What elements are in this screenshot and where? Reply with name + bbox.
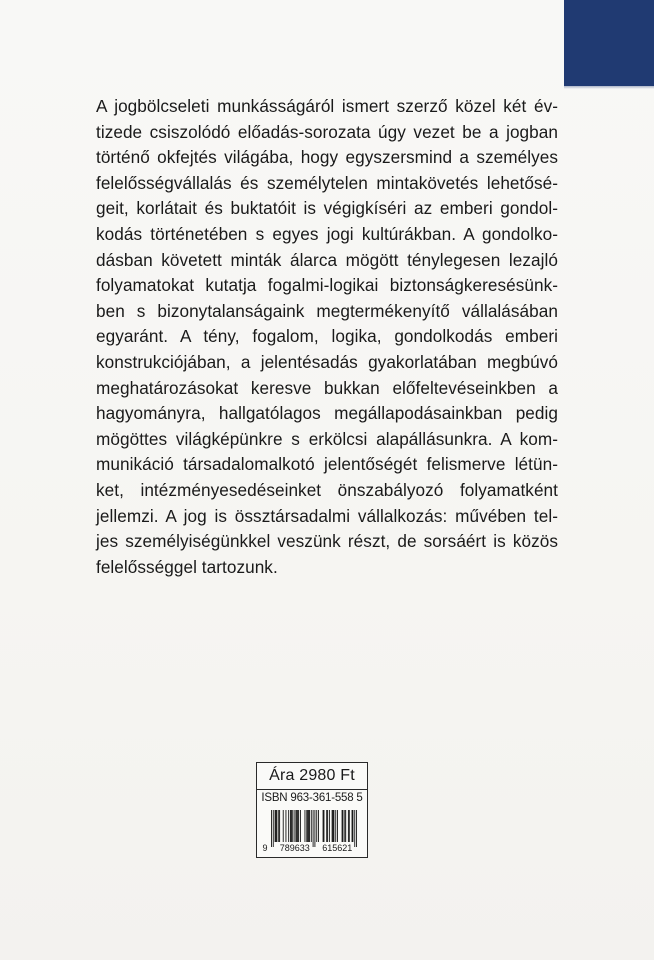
barcode-bar bbox=[343, 810, 344, 842]
barcode-bar bbox=[318, 810, 319, 842]
barcode-bar bbox=[292, 810, 293, 842]
barcode-bar bbox=[313, 810, 314, 847]
barcode-icon bbox=[262, 810, 362, 853]
barcode-bar bbox=[335, 810, 336, 842]
barcode-bar bbox=[290, 810, 291, 842]
barcode-bar bbox=[306, 810, 307, 842]
blue-spine-strip bbox=[564, 0, 654, 86]
barcode-bar bbox=[332, 810, 333, 842]
barcode-bar bbox=[300, 810, 301, 842]
blurb-line: folyamatokat kutatja fogalmi-logikai biztonságkeresésünk- bbox=[96, 275, 558, 296]
isbn-label: ISBN 963-361-558 5 bbox=[261, 792, 363, 804]
barcode-bar bbox=[276, 810, 277, 842]
barcode-bar bbox=[352, 810, 353, 842]
barcode-bar bbox=[279, 810, 280, 842]
barcode-bar bbox=[342, 810, 343, 842]
barcode-bar bbox=[283, 810, 284, 842]
blurb-line: munikáció társadalomalkotó jelentőségét felismerve létün- bbox=[96, 454, 558, 475]
barcode-bar bbox=[316, 810, 317, 842]
barcode-bar bbox=[296, 810, 297, 842]
barcode-bar bbox=[304, 810, 305, 842]
barcode-bar bbox=[309, 810, 310, 842]
barcode-bar bbox=[326, 810, 327, 842]
blurb-line: egyaránt. A tény, fogalom, logika, gondolkodás emberi bbox=[96, 326, 558, 347]
blurb-line: kodás történetében s egyes jogi kultúrákban. A gondolko- bbox=[96, 223, 558, 244]
blurb-line: felelősséggel tartozunk. bbox=[96, 556, 278, 577]
barcode-bar bbox=[324, 810, 325, 842]
blurb-line: A jogbölcseleti munkásságáról ismert szerző közel két év- bbox=[96, 96, 558, 116]
blurb-line: jellemzi. A jog is össztársadalmi vállalkozás: művében tel- bbox=[96, 505, 558, 526]
barcode-digit-group: 789633 bbox=[279, 843, 310, 853]
barcode-bar bbox=[344, 810, 345, 842]
barcode-bar bbox=[333, 810, 334, 842]
blurb-line: konstrukciójában, a jelentésadás gyakorlatában megbúvó bbox=[96, 351, 558, 372]
barcode-bar bbox=[311, 810, 312, 842]
barcode-bar bbox=[323, 810, 324, 842]
barcode-digit-group: 615621 bbox=[322, 843, 353, 853]
blurb-line: mögöttes világképünkre s erkölcsi alapállásunkra. A kom- bbox=[96, 428, 558, 449]
barcode-bar bbox=[288, 810, 289, 842]
barcode-bar bbox=[356, 810, 357, 847]
blurb-line: felelősségvállalás és személytelen mintakövetés lehetősé- bbox=[96, 172, 558, 193]
blurb-line: geit, korlátait és buktatóit is végigkíséri az emberi gondol- bbox=[96, 198, 558, 219]
barcode-bar bbox=[333, 810, 334, 842]
price-isbn-box bbox=[256, 762, 368, 858]
barcode-bar bbox=[352, 810, 353, 842]
barcode-bar bbox=[297, 810, 298, 842]
barcode-bar bbox=[307, 810, 308, 842]
barcode-bar bbox=[308, 810, 309, 842]
blurb-line: ben s bizonytalanságaink megtermékenyítő vállalásában bbox=[96, 300, 558, 321]
barcode-bar bbox=[273, 810, 274, 847]
barcode-bar bbox=[345, 810, 346, 842]
barcode-bar bbox=[278, 810, 279, 842]
blurb-line: tizede csiszolódó előadás-sorozata úgy vezet be a jogban bbox=[96, 121, 558, 142]
barcode-bar bbox=[337, 810, 338, 842]
barcode-bar bbox=[314, 810, 315, 847]
barcode-bar bbox=[271, 810, 272, 847]
blurb-paragraph bbox=[96, 94, 558, 580]
barcode-bar bbox=[354, 810, 355, 847]
barcode-bar bbox=[294, 810, 295, 842]
barcode-bar bbox=[329, 810, 330, 842]
blurb-line: ket, intézményesedéseinket önszabályozó folyamatként bbox=[96, 479, 558, 500]
blurb-line: jes személyiségünkkel veszünk részt, de sorsáért is közös bbox=[96, 531, 558, 552]
barcode-bar bbox=[298, 810, 299, 842]
barcode-bar bbox=[295, 810, 296, 842]
price-divider bbox=[257, 789, 367, 790]
barcode-bar bbox=[349, 810, 350, 842]
barcode-bar bbox=[291, 810, 292, 842]
barcode-bar bbox=[348, 810, 349, 842]
barcode-bar bbox=[327, 810, 328, 842]
barcode-bar bbox=[276, 810, 277, 842]
barcode-digit-group: 9 bbox=[262, 843, 268, 853]
blurb-line: dásban követett minták álarca mögött ténylegesen lezajló bbox=[96, 249, 558, 270]
price-label: Ára 2980 Ft bbox=[269, 767, 355, 784]
blurb-line: történő okfejtés világába, hogy egyszersmind a személyes bbox=[96, 147, 558, 168]
barcode-bar bbox=[285, 810, 286, 842]
blurb-line: meghatározásokat keresve bukkan előfeltevéseinkben a bbox=[96, 377, 558, 398]
barcode-bar bbox=[275, 810, 276, 842]
blurb-line: hagyományra, hallgatólagos megállapodásainkban pedig bbox=[96, 403, 558, 424]
